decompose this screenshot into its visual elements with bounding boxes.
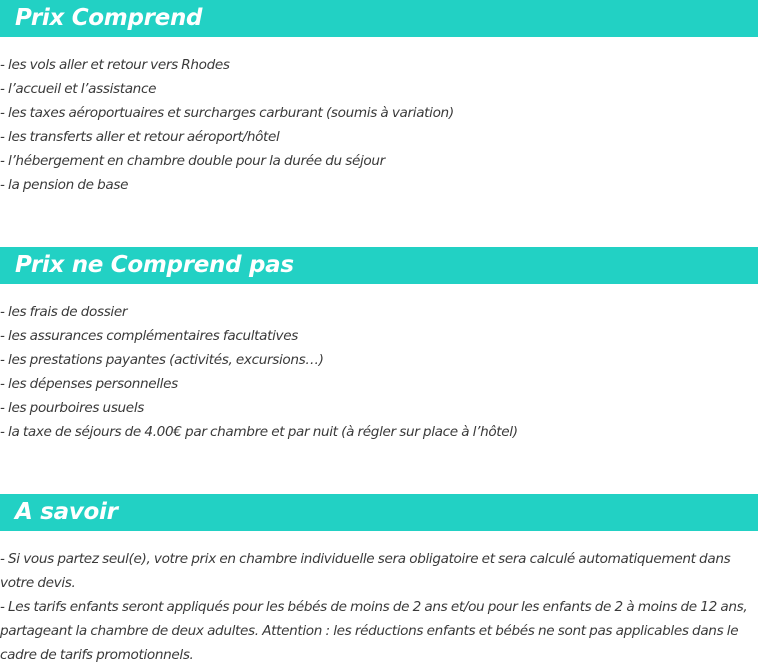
list-item: - l’hébergement en chambre double pour la durée du séjour <box>0 153 385 169</box>
section-header <box>0 494 758 531</box>
list-item: - les vols aller et retour vers Rhodes <box>0 57 230 73</box>
list-item: - les prestations payantes (activités, excursions…) <box>0 352 324 368</box>
section-a-savoir <box>0 494 758 667</box>
section-title: A savoir <box>15 499 118 525</box>
section-header <box>0 0 758 37</box>
section-title: Prix ne Comprend pas <box>15 252 294 278</box>
list-item: - les pourboires usuels <box>0 400 144 416</box>
list-item: - la taxe de séjours de 4.00€ par chambre et par nuit (à régler sur place à l’hôtel) <box>0 424 518 440</box>
list-item: - l’accueil et l’assistance <box>0 81 157 97</box>
list-item: - la pension de base <box>0 177 129 193</box>
list-item: - les taxes aéroportuaires et surcharges carburant (soumis à variation) <box>0 105 454 121</box>
section-prix-comprend <box>0 0 758 197</box>
list-item: - les assurances complémentaires facultatives <box>0 328 298 344</box>
section-header <box>0 247 758 284</box>
section-prix-ne-comprend-pas <box>0 247 758 444</box>
info-paragraph: - Si vous partez seul(e), votre prix en chambre individuelle sera obligatoire et sera calculé automatiquement dans votre devis. <box>0 551 731 591</box>
excluded-list <box>0 300 758 444</box>
list-item: - les dépenses personnelles <box>0 376 178 392</box>
info-paragraph: - Les tarifs enfants seront appliqués pour les bébés de moins de 2 ans et/ou pour les enfants de 2 à moins de 12 ans, partageant la chambre de deux adultes. Attention : les réductions enfants et bébés ne sont pas applicables dans le cadre de tarifs promotionnels. <box>0 599 748 663</box>
list-item: - les frais de dossier <box>0 304 128 320</box>
list-item: - les transferts aller et retour aéroport/hôtel <box>0 129 280 145</box>
section-title: Prix Comprend <box>15 5 203 31</box>
included-list <box>0 53 758 197</box>
info-paragraphs <box>0 547 752 667</box>
